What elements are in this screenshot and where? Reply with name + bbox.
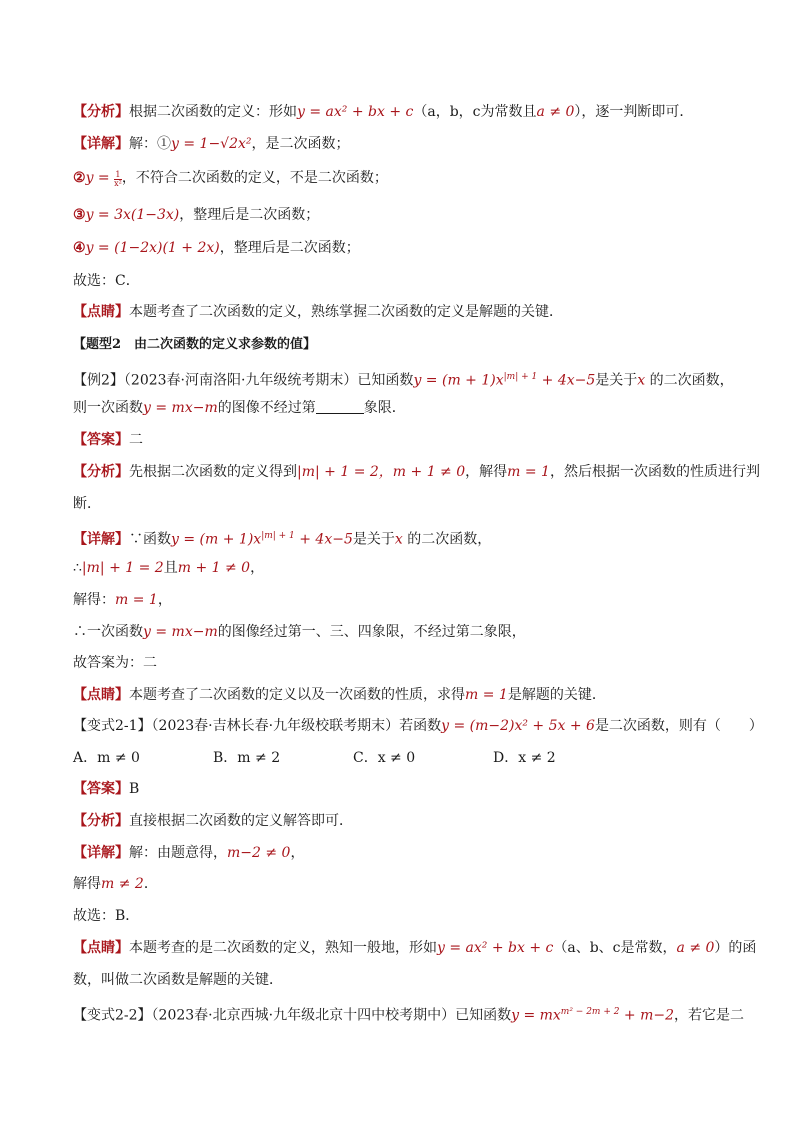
- choice-line-2: 故选：B．: [73, 908, 140, 924]
- analysis-line-3: 断．: [73, 496, 101, 512]
- answer-line-2: 【答案】B: [73, 781, 140, 797]
- detail-line-6: ∴|m| + 1 = 2且m + 1 ≠ 0，: [73, 560, 265, 576]
- analysis-line-2: 【分析】先根据二次函数的定义得到|m| + 1 = 2，m + 1 ≠ 0，解得m = 1，然后根据一次函数的性质进行判: [73, 464, 760, 480]
- comment-line-2: 【点睛】本题考查了二次函数的定义以及一次函数的性质，求得m = 1是解题的关键．: [73, 687, 606, 703]
- detail-line-8: ∴一次函数y = mx−m的图像经过第一、三、四象限，不经过第二象限，: [73, 624, 526, 640]
- options-line: [73, 748, 733, 768]
- choice-line: 故选：C．: [73, 273, 140, 289]
- detail-line-7: 解得：m = 1，: [73, 592, 172, 608]
- detail-line-10: 解得m ≠ 2．: [73, 876, 158, 892]
- detail-line-4: ④y = (1−2x)(1 + 2x)，整理后是二次函数；: [73, 240, 360, 256]
- option-d: D．x ≠ 2: [493, 750, 556, 766]
- detail-line-1: 【详解】解：①y = 1−√2x²，是二次函数；: [73, 136, 350, 152]
- option-b: B．m ≠ 2: [213, 750, 281, 766]
- comment-line-1: 【点睛】本题考查了二次函数的定义，熟练掌握二次函数的定义是解题的关键．: [73, 304, 563, 320]
- answer-blank: [316, 399, 364, 414]
- option-c: C．x ≠ 0: [353, 750, 416, 766]
- answer-line-1: 【答案】二: [73, 432, 143, 448]
- analysis-line-1: 【分析】根据二次函数的定义：形如y = ax² + bx + c（a，b，c为常数且a ≠ 0），逐一判断即可．: [73, 104, 694, 120]
- analysis-line-4: 【分析】直接根据二次函数的定义解答即可．: [73, 813, 353, 829]
- answer-statement: 故答案为：二: [73, 655, 157, 671]
- detail-line-5: 【详解】∵函数$y = (m + 1)x^{|m| + 1} + 4x-5$是关于x 的二次函数，: [73, 531, 492, 548]
- option-a: A．m ≠ 0: [73, 750, 140, 766]
- variant-2-1-question: 【变式2-1】（2023春·吉林长春·九年级校联考期末）若函数y = (m−2)x² + 5x + 6是二次函数，则有（ ）: [73, 718, 763, 734]
- comment-line-4: 数，叫做二次函数是解题的关键．: [73, 972, 283, 988]
- example-line-1: 【例2】（2023春·河南洛阳·九年级统考期末）已知函数$y = (m + 1)x^{|m| + 1} + 4x-5$是关于x 的二次函数，: [73, 372, 734, 389]
- fraction: $\frac{1}{\text{x²}}$: [114, 170, 122, 188]
- detail-line-2: ②y = $\frac{1}{\text{x²}}$ ，不符合二次函数的定义，不是二次函数；: [73, 170, 388, 188]
- comment-line-3: 【点睛】本题考查的是二次函数的定义，熟知一般地，形如y = ax² + bx + c（a、b、c是常数，a ≠ 0）的函: [73, 940, 757, 956]
- section-heading: 【题型2 由二次函数的定义求参数的值】: [73, 337, 317, 352]
- example-line-2: 则一次函数y = mx−m的图像不经过第 象限．: [73, 400, 406, 416]
- detail-line-3: ③y = 3x(1−3x)，整理后是二次函数；: [73, 207, 320, 223]
- detail-line-9: 【详解】解：由题意得，m−2 ≠ 0，: [73, 845, 305, 861]
- variant-2-2-question: 【变式2-2】（2023春·北京西城·九年级北京十四中校考期中）已知函数$y = mx^{m^2 - 2m + 2} + m-2$，若它是二: [73, 1007, 744, 1024]
